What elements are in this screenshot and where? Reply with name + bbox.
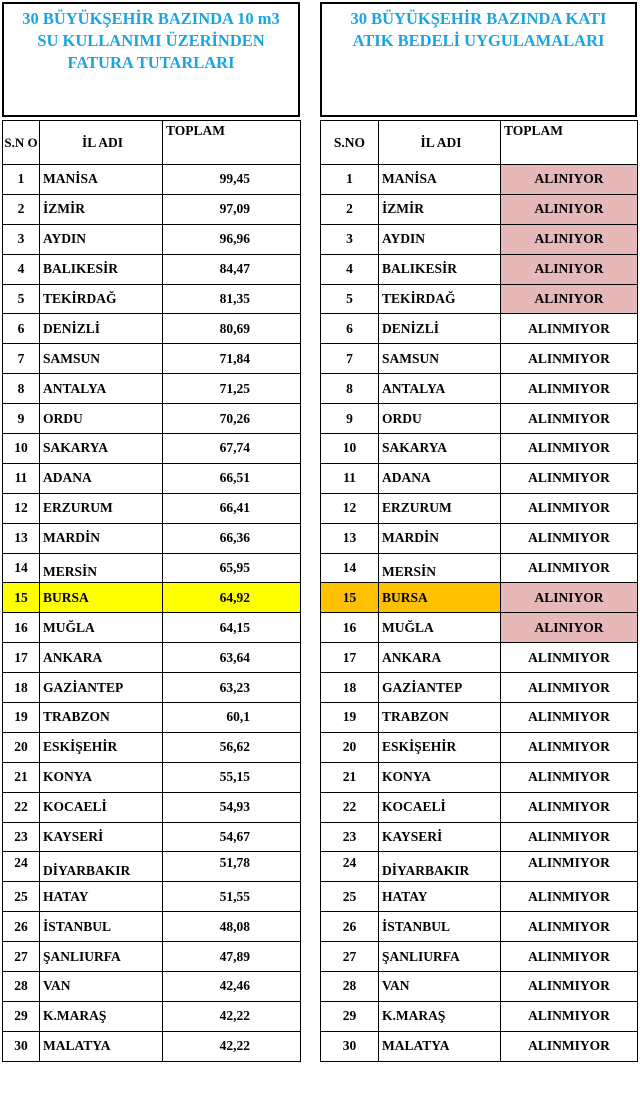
row-number: 24 — [321, 852, 379, 882]
province-name: TEKİRDAĞ — [379, 284, 501, 314]
table-row — [321, 374, 638, 404]
table-row — [321, 404, 638, 434]
fee-status: ALINMIYOR — [501, 643, 638, 673]
province-name: SAKARYA — [40, 434, 163, 464]
row-number: 1 — [3, 165, 40, 195]
table-row — [321, 912, 638, 942]
table-row — [3, 912, 301, 942]
province-name: MERSİN — [379, 553, 501, 583]
province-name: AYDIN — [379, 224, 501, 254]
row-number: 18 — [321, 673, 379, 703]
province-name: ANTALYA — [379, 374, 501, 404]
row-number: 30 — [3, 1031, 40, 1061]
table-row — [321, 224, 638, 254]
table-row — [3, 434, 301, 464]
row-number: 26 — [3, 912, 40, 942]
fee-status: ALINMIYOR — [501, 1031, 638, 1061]
row-number: 23 — [3, 822, 40, 852]
title-line: FATURA TUTARLARI — [67, 53, 235, 72]
fee-status: ALINMIYOR — [501, 852, 638, 882]
fee-status: ALINMIYOR — [501, 314, 638, 344]
row-number: 25 — [3, 882, 40, 912]
table-row — [321, 493, 638, 523]
bill-amount: 66,36 — [163, 523, 301, 553]
bill-amount: 42,22 — [163, 1001, 301, 1031]
fee-status: ALINMIYOR — [501, 972, 638, 1002]
row-number: 28 — [3, 972, 40, 1002]
province-name: ANTALYA — [40, 374, 163, 404]
bill-amount: 70,26 — [163, 404, 301, 434]
table-row — [3, 822, 301, 852]
bill-amount: 64,92 — [163, 583, 301, 613]
fee-status: ALINMIYOR — [501, 822, 638, 852]
row-number: 17 — [321, 643, 379, 673]
province-name: MANİSA — [40, 165, 163, 195]
row-number: 16 — [321, 613, 379, 643]
bill-amount: 54,93 — [163, 792, 301, 822]
province-name: DİYARBAKIR — [40, 852, 163, 882]
table-row — [321, 972, 638, 1002]
row-number: 6 — [3, 314, 40, 344]
row-number: 6 — [321, 314, 379, 344]
row-number: 14 — [321, 553, 379, 583]
bill-amount: 63,23 — [163, 673, 301, 703]
header-row — [321, 121, 638, 165]
bill-amount: 71,25 — [163, 374, 301, 404]
fee-status: ALINMIYOR — [501, 374, 638, 404]
row-number: 20 — [3, 732, 40, 762]
province-name: DENİZLİ — [379, 314, 501, 344]
province-name: GAZİANTEP — [40, 673, 163, 703]
table-row — [3, 254, 301, 284]
table-row — [3, 493, 301, 523]
water-bill-title — [2, 2, 300, 117]
table-row — [321, 942, 638, 972]
table-row — [321, 882, 638, 912]
bill-amount: 56,62 — [163, 732, 301, 762]
province-name: ERZURUM — [379, 493, 501, 523]
bill-amount: 84,47 — [163, 254, 301, 284]
table-row — [321, 583, 638, 613]
province-name: DİYARBAKIR — [379, 852, 501, 882]
row-number: 4 — [3, 254, 40, 284]
title-line: 30 BÜYÜKŞEHİR BAZINDA KATI — [350, 9, 607, 28]
fee-status: ALINMIYOR — [501, 703, 638, 733]
table-row — [321, 553, 638, 583]
table-row — [3, 613, 301, 643]
table-row — [321, 852, 638, 882]
row-number: 8 — [3, 374, 40, 404]
fee-status: ALINMIYOR — [501, 344, 638, 374]
bill-amount: 66,41 — [163, 493, 301, 523]
province-name: ORDU — [379, 404, 501, 434]
province-name: TRABZON — [40, 703, 163, 733]
table-row — [3, 942, 301, 972]
province-name: TEKİRDAĞ — [40, 284, 163, 314]
table-row — [3, 1031, 301, 1061]
fee-status: ALINMIYOR — [501, 404, 638, 434]
row-number: 1 — [321, 165, 379, 195]
header-il-adi: İL ADI — [40, 121, 163, 165]
province-name: MALATYA — [40, 1031, 163, 1061]
fee-status: ALINMIYOR — [501, 1001, 638, 1031]
bill-amount: 51,55 — [163, 882, 301, 912]
province-name: KAYSERİ — [40, 822, 163, 852]
table-row — [3, 553, 301, 583]
province-name: ANKARA — [40, 643, 163, 673]
bill-amount: 67,74 — [163, 434, 301, 464]
bill-amount: 54,67 — [163, 822, 301, 852]
row-number: 8 — [321, 374, 379, 404]
province-name: ORDU — [40, 404, 163, 434]
row-number: 4 — [321, 254, 379, 284]
row-number: 21 — [3, 762, 40, 792]
row-number: 20 — [321, 732, 379, 762]
row-number: 2 — [321, 194, 379, 224]
row-number: 29 — [3, 1001, 40, 1031]
bill-amount: 71,84 — [163, 344, 301, 374]
province-name: MUĞLA — [379, 613, 501, 643]
table-row — [321, 732, 638, 762]
table-row — [3, 643, 301, 673]
row-number: 27 — [3, 942, 40, 972]
fee-status: ALINIYOR — [501, 583, 638, 613]
fee-status: ALINMIYOR — [501, 762, 638, 792]
province-name: VAN — [379, 972, 501, 1002]
table-row — [3, 224, 301, 254]
solid-waste-table — [320, 120, 638, 1062]
header-row — [3, 121, 301, 165]
fee-status: ALINMIYOR — [501, 792, 638, 822]
province-name: MUĞLA — [40, 613, 163, 643]
table-row — [3, 463, 301, 493]
row-number: 7 — [321, 344, 379, 374]
province-name: MANİSA — [379, 165, 501, 195]
row-number: 27 — [321, 942, 379, 972]
table-row — [321, 194, 638, 224]
table-row — [321, 643, 638, 673]
province-name: KONYA — [379, 762, 501, 792]
row-number: 19 — [3, 703, 40, 733]
table-row — [3, 882, 301, 912]
row-number: 18 — [3, 673, 40, 703]
solid-waste-title — [320, 2, 637, 117]
table-row — [321, 762, 638, 792]
row-number: 13 — [321, 523, 379, 553]
province-name: ADANA — [40, 463, 163, 493]
province-name: KOCAELİ — [379, 792, 501, 822]
row-number: 10 — [3, 434, 40, 464]
province-name: İSTANBUL — [40, 912, 163, 942]
table-row — [321, 463, 638, 493]
bill-amount: 96,96 — [163, 224, 301, 254]
province-name: K.MARAŞ — [40, 1001, 163, 1031]
bill-amount: 60,1 — [163, 703, 301, 733]
row-number: 12 — [3, 493, 40, 523]
table-row — [321, 822, 638, 852]
row-number: 9 — [321, 404, 379, 434]
bill-amount: 42,46 — [163, 972, 301, 1002]
province-name: BALIKESİR — [40, 254, 163, 284]
row-number: 22 — [3, 792, 40, 822]
province-name: KOCAELİ — [40, 792, 163, 822]
table-row — [3, 344, 301, 374]
table-row — [321, 254, 638, 284]
header-il-adi: İL ADI — [379, 121, 501, 165]
province-name: KAYSERİ — [379, 822, 501, 852]
row-number: 17 — [3, 643, 40, 673]
fee-status: ALINIYOR — [501, 194, 638, 224]
province-name: VAN — [40, 972, 163, 1002]
table-row — [3, 374, 301, 404]
row-number: 15 — [3, 583, 40, 613]
table-row — [3, 673, 301, 703]
row-number: 12 — [321, 493, 379, 523]
table-row — [321, 344, 638, 374]
table-row — [321, 703, 638, 733]
row-number: 28 — [321, 972, 379, 1002]
province-name: AYDIN — [40, 224, 163, 254]
title-line: SU KULLANIMI ÜZERİNDEN — [37, 31, 265, 50]
table-row — [321, 165, 638, 195]
bill-amount: 51,78 — [163, 852, 301, 882]
table-row — [3, 852, 301, 882]
table-row — [321, 284, 638, 314]
bill-amount: 55,15 — [163, 762, 301, 792]
row-number: 15 — [321, 583, 379, 613]
table-row — [3, 194, 301, 224]
row-number: 7 — [3, 344, 40, 374]
row-number: 29 — [321, 1001, 379, 1031]
bill-amount: 48,08 — [163, 912, 301, 942]
row-number: 3 — [321, 224, 379, 254]
row-number: 23 — [321, 822, 379, 852]
province-name: ŞANLIURFA — [40, 942, 163, 972]
row-number: 5 — [321, 284, 379, 314]
province-name: İSTANBUL — [379, 912, 501, 942]
fee-status: ALINIYOR — [501, 254, 638, 284]
table-row — [3, 703, 301, 733]
table-row — [3, 404, 301, 434]
table-row — [3, 314, 301, 344]
province-name: DENİZLİ — [40, 314, 163, 344]
fee-status: ALINMIYOR — [501, 673, 638, 703]
province-name: MERSİN — [40, 553, 163, 583]
fee-status: ALINIYOR — [501, 613, 638, 643]
table-row — [321, 792, 638, 822]
bill-amount: 63,64 — [163, 643, 301, 673]
table-row — [321, 314, 638, 344]
bill-amount: 81,35 — [163, 284, 301, 314]
fee-status: ALINMIYOR — [501, 553, 638, 583]
fee-status: ALINIYOR — [501, 284, 638, 314]
bill-amount: 65,95 — [163, 553, 301, 583]
title-line: 30 BÜYÜKŞEHİR BAZINDA 10 m3 — [22, 9, 280, 28]
fee-status: ALINMIYOR — [501, 732, 638, 762]
province-name: HATAY — [379, 882, 501, 912]
fee-status: ALINMIYOR — [501, 434, 638, 464]
bill-amount: 42,22 — [163, 1031, 301, 1061]
bill-amount: 80,69 — [163, 314, 301, 344]
province-name: MARDİN — [379, 523, 501, 553]
fee-status: ALINMIYOR — [501, 882, 638, 912]
row-number: 26 — [321, 912, 379, 942]
province-name: GAZİANTEP — [379, 673, 501, 703]
fee-status: ALINMIYOR — [501, 912, 638, 942]
province-name: SAMSUN — [379, 344, 501, 374]
province-name: BURSA — [40, 583, 163, 613]
province-name: HATAY — [40, 882, 163, 912]
header-sno: S.NO — [321, 121, 379, 165]
row-number: 11 — [3, 463, 40, 493]
water-bill-panel — [2, 2, 300, 1062]
fee-status: ALINMIYOR — [501, 493, 638, 523]
header-sno: S.N O — [3, 121, 40, 165]
row-number: 9 — [3, 404, 40, 434]
table-row — [3, 523, 301, 553]
bill-amount: 99,45 — [163, 165, 301, 195]
province-name: KONYA — [40, 762, 163, 792]
table-row — [321, 434, 638, 464]
table-row — [321, 1031, 638, 1061]
province-name: ŞANLIURFA — [379, 942, 501, 972]
row-number: 13 — [3, 523, 40, 553]
table-row — [3, 165, 301, 195]
row-number: 21 — [321, 762, 379, 792]
bill-amount: 47,89 — [163, 942, 301, 972]
province-name: BALIKESİR — [379, 254, 501, 284]
province-name: ESKİŞEHİR — [40, 732, 163, 762]
province-name: İZMİR — [40, 194, 163, 224]
row-number: 16 — [3, 613, 40, 643]
table-row — [3, 972, 301, 1002]
province-name: TRABZON — [379, 703, 501, 733]
row-number: 30 — [321, 1031, 379, 1061]
province-name: BURSA — [379, 583, 501, 613]
row-number: 2 — [3, 194, 40, 224]
header-toplam: TOPLAM — [501, 121, 638, 165]
row-number: 11 — [321, 463, 379, 493]
header-toplam: TOPLAM — [163, 121, 301, 165]
row-number: 5 — [3, 284, 40, 314]
bill-amount: 97,09 — [163, 194, 301, 224]
table-row — [321, 613, 638, 643]
bill-amount: 64,15 — [163, 613, 301, 643]
table-row — [3, 284, 301, 314]
province-name: ANKARA — [379, 643, 501, 673]
table-row — [321, 1001, 638, 1031]
row-number: 3 — [3, 224, 40, 254]
title-line: ATIK BEDELİ UYGULAMALARI — [352, 31, 605, 50]
table-row — [321, 523, 638, 553]
province-name: K.MARAŞ — [379, 1001, 501, 1031]
province-name: İZMİR — [379, 194, 501, 224]
table-row — [3, 1001, 301, 1031]
water-bill-table — [2, 120, 301, 1062]
province-name: ESKİŞEHİR — [379, 732, 501, 762]
row-number: 24 — [3, 852, 40, 882]
fee-status: ALINMIYOR — [501, 463, 638, 493]
fee-status: ALINIYOR — [501, 165, 638, 195]
province-name: ERZURUM — [40, 493, 163, 523]
bill-amount: 66,51 — [163, 463, 301, 493]
table-row — [321, 673, 638, 703]
fee-status: ALINMIYOR — [501, 942, 638, 972]
province-name: SAKARYA — [379, 434, 501, 464]
table-row — [3, 792, 301, 822]
row-number: 25 — [321, 882, 379, 912]
table-row — [3, 583, 301, 613]
table-row — [3, 762, 301, 792]
province-name: ADANA — [379, 463, 501, 493]
province-name: MARDİN — [40, 523, 163, 553]
solid-waste-panel — [320, 2, 637, 1062]
row-number: 19 — [321, 703, 379, 733]
province-name: SAMSUN — [40, 344, 163, 374]
row-number: 10 — [321, 434, 379, 464]
table-row — [3, 732, 301, 762]
fee-status: ALINIYOR — [501, 224, 638, 254]
province-name: MALATYA — [379, 1031, 501, 1061]
fee-status: ALINMIYOR — [501, 523, 638, 553]
row-number: 14 — [3, 553, 40, 583]
row-number: 22 — [321, 792, 379, 822]
